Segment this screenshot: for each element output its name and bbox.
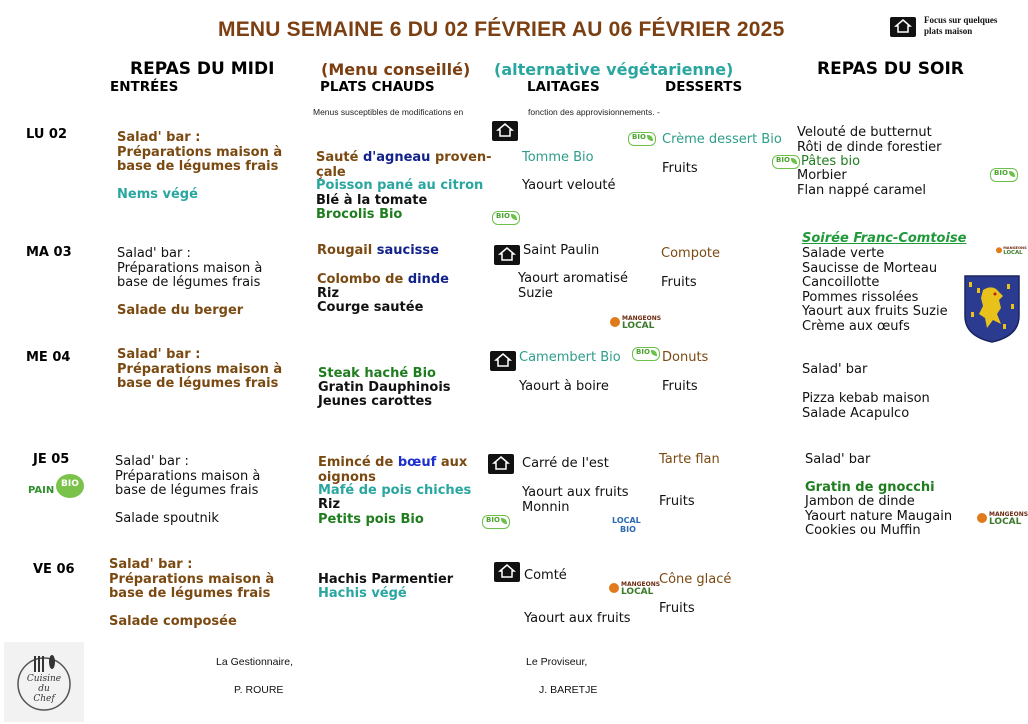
mardi-soir: Salade verte Saucisse de Morteau Cancoillotte Pommes rissolées Yaourt aux fruits Suzie Crème aux œufs: [802, 246, 948, 334]
mercredi-plat-2: Gratin Dauphinois: [318, 380, 451, 395]
bio-badge: BIO: [492, 211, 520, 225]
day-mercredi: ME 04: [26, 350, 71, 365]
mercredi-soir: Salad' bar Pizza kebab maison Salade Acapulco: [802, 362, 930, 421]
col-desserts: DESSERTS: [665, 79, 743, 95]
vendredi-entree: Salad' bar : Préparations maison à base de légumes frais: [109, 557, 275, 601]
jeudi-dessert-2: Fruits: [659, 494, 695, 509]
proviseur-name: J. BARETJE: [539, 684, 598, 696]
proviseur-role: Le Proviseur,: [526, 656, 588, 668]
vendredi-laitage-2: Yaourt aux fruits: [524, 611, 631, 626]
lundi-soir-alt: Pâtes bio: [801, 154, 861, 169]
jeudi-dessert-1: Tarte flan: [659, 452, 720, 467]
day-mardi: MA 03: [26, 245, 72, 260]
bio-badge: BIO: [632, 347, 660, 361]
pain-label: PAIN: [28, 485, 55, 496]
bio-badge: BIO: [772, 155, 800, 169]
jeudi-laitage-2: Yaourt aux fruits Monnin: [522, 485, 629, 515]
repas-soir-heading: REPAS DU SOIR: [817, 59, 964, 79]
mardi-dessert-1: Compote: [661, 246, 720, 261]
lundi-laitage-1: Tomme Bio: [522, 150, 594, 165]
lundi-entree: Salad' bar : Préparations maison à base de légumes frais: [117, 130, 283, 174]
franche-comte-coat-of-arms: [963, 274, 1021, 348]
mardi-laitage-2: Yaourt aromatisé Suzie: [518, 271, 628, 301]
house-icon: [494, 562, 520, 582]
house-icon: [494, 245, 520, 265]
lundi-soir-2: Morbier Flan nappé caramel: [797, 168, 926, 198]
mardi-entree: Salad' bar : Préparations maison à base de légumes frais: [117, 246, 263, 290]
jeudi-soir: Jambon de dinde Yaourt nature Maugain Cookies ou Muffin: [805, 494, 953, 538]
jeudi-plat-alt: Mafé de pois chiches: [318, 483, 472, 498]
lundi-plat-alt: Poisson pané au citron: [316, 178, 484, 193]
mardi-soiree-title: Soirée Franc-Comtoise: [802, 231, 967, 246]
bio-badge: BIO: [628, 132, 656, 146]
jeudi-soir-alt: Gratin de gnocchi: [805, 480, 935, 495]
mardi-laitage-1: Saint Paulin: [523, 243, 600, 258]
alternative-label: (alternative végétarienne): [494, 60, 734, 79]
house-icon: [492, 121, 518, 141]
cuisine-du-chef-logo: Cuisine du Chef: [4, 642, 84, 722]
lundi-soir: Velouté de butternut Rôti de dinde forestier: [797, 125, 942, 155]
mangeons-local-badge: MANGEONS LOCAL: [610, 315, 654, 331]
jeudi-soir-1: Salad' bar: [805, 452, 871, 467]
vendredi-dessert-1: Cône glacé: [659, 572, 732, 587]
lundi-plat-3: Blé à la tomate: [316, 193, 428, 208]
house-icon: [490, 351, 516, 371]
menu-conseille-label: (Menu conseillé): [321, 60, 471, 79]
jeudi-plat-3: Riz: [318, 497, 341, 512]
mercredi-plat-1: Steak haché Bio: [318, 366, 436, 381]
menu-title: MENU SEMAINE 6 DU 02 FÉVRIER AU 06 FÉVRIER 2025: [218, 18, 785, 41]
lundi-entree-2: Nems végé: [117, 187, 198, 202]
day-vendredi: VE 06: [33, 562, 75, 577]
lundi-dessert-1: Crème dessert Bio: [662, 132, 782, 147]
jeudi-laitage-1: Carré de l'est: [522, 456, 609, 471]
mangeons-local-badge: MANGEONS LOCAL: [996, 246, 1022, 256]
gestionnaire-name: P. ROURE: [234, 684, 284, 696]
jeudi-entree: Salad' bar : Préparations maison à base de légumes frais: [115, 454, 261, 498]
mercredi-laitage-1: Camembert Bio: [519, 350, 621, 365]
mangeons-local-badge: MANGEONS LOCAL: [977, 511, 1021, 527]
bio-badge: BIO: [482, 515, 510, 529]
pain-bio-badge: BIO: [56, 474, 84, 498]
mardi-plat-3: Riz: [317, 286, 340, 301]
col-entrees: ENTRÉES: [110, 79, 179, 95]
focus-note: Focus sur quelques plats maison: [924, 15, 998, 36]
mercredi-laitage-2: Yaourt à boire: [519, 379, 609, 394]
col-laitages: LAITAGES: [527, 79, 600, 95]
vendredi-plat-1: Hachis Parmentier: [318, 572, 454, 587]
bio-badge: BIO: [990, 168, 1018, 182]
jeudi-entree-2: Salade spoutnik: [115, 511, 219, 526]
vendredi-dessert-2: Fruits: [659, 601, 695, 616]
lundi-plat-4: Brocolis Bio: [316, 207, 403, 222]
day-jeudi: JE 05: [33, 452, 70, 467]
vendredi-plat-alt: Hachis végé: [318, 586, 407, 601]
mardi-plat-2: Colombo de dinde: [317, 272, 449, 287]
house-icon: [890, 17, 916, 37]
day-lundi: LU 02: [26, 127, 67, 142]
jeudi-plat-1: Emincé de bœuf aux oignons: [318, 455, 468, 485]
mercredi-plat-3: Jeunes carottes: [318, 394, 433, 409]
mangeons-local-badge: MANGEONS LOCAL: [609, 581, 653, 597]
mardi-plat-1: Rougail saucisse: [317, 243, 439, 258]
mercredi-entree: Salad' bar : Préparations maison à base de légumes frais: [117, 347, 283, 391]
mardi-plat-4: Courge sautée: [317, 300, 424, 315]
lundi-dessert-2: Fruits: [662, 161, 698, 176]
lundi-laitage-2: Yaourt velouté: [522, 178, 616, 193]
mardi-dessert-2: Fruits: [661, 275, 697, 290]
jeudi-plat-4: Petits pois Bio: [318, 512, 424, 527]
local-bio-badge: LOCAL BIO: [612, 516, 641, 534]
vendredi-entree-2: Salade composée: [109, 614, 237, 629]
note-right: fonction des approvisionnements. -: [528, 107, 660, 117]
mercredi-dessert-1: Donuts: [662, 350, 709, 365]
gestionnaire-role: La Gestionnaire,: [216, 656, 294, 668]
mercredi-dessert-2: Fruits: [662, 379, 698, 394]
repas-midi-heading: REPAS DU MIDI: [130, 59, 275, 79]
mardi-entree-2: Salade du berger: [117, 303, 244, 318]
col-plats-chauds: PLATS CHAUDS: [320, 79, 435, 95]
vendredi-laitage-1: Comté: [524, 568, 567, 583]
house-icon: [488, 454, 514, 474]
lundi-plat: Sauté d'agneau proven- çale: [316, 150, 492, 180]
note-left: Menus susceptibles de modifications en: [313, 107, 464, 117]
